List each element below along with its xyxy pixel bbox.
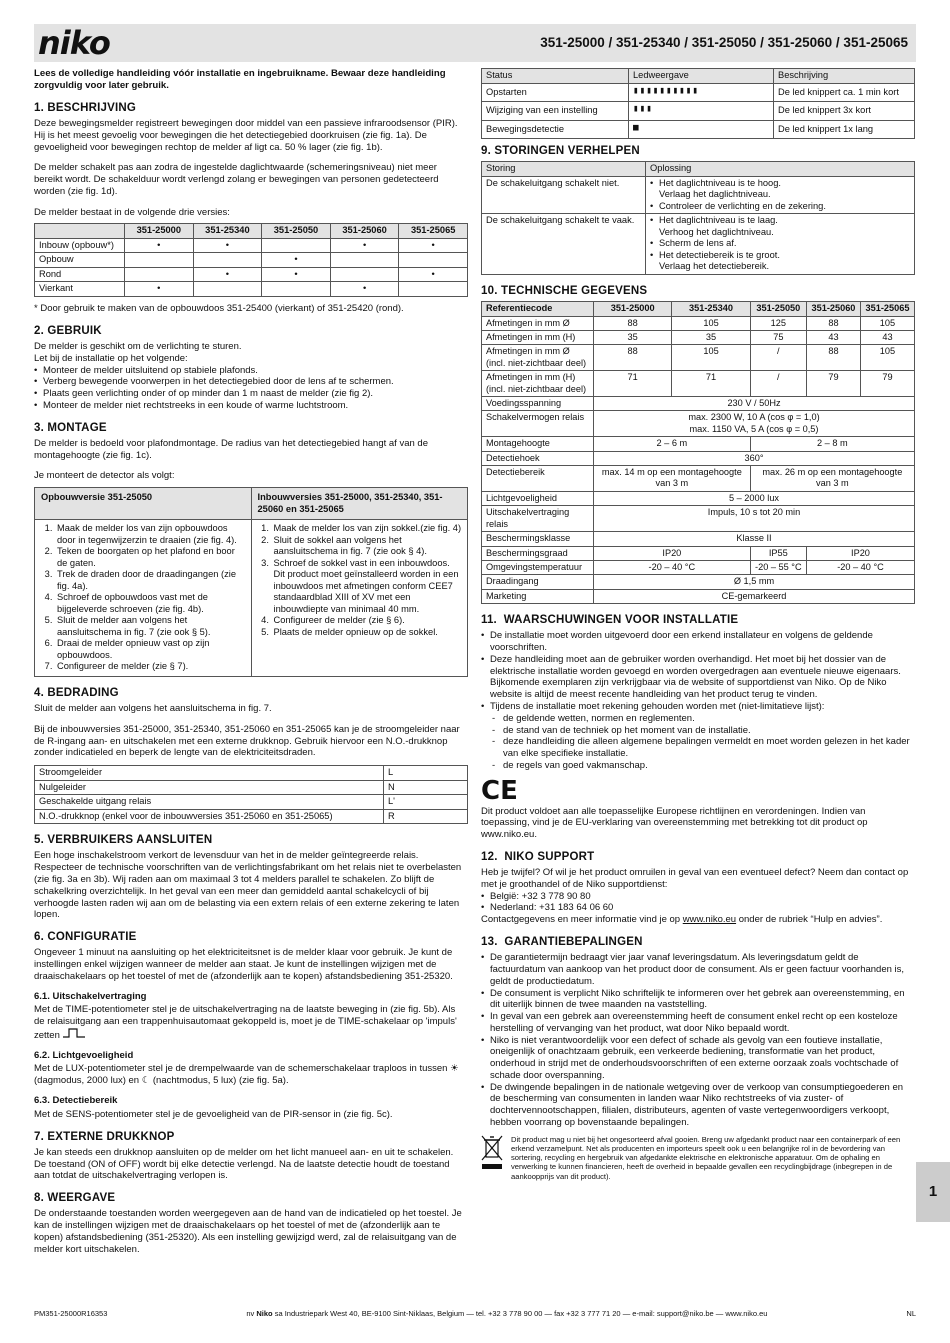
list-item: • Monteer de melder uitsluitend op stabiele plafonds.	[34, 365, 468, 377]
list-item: • Plaats geen verlichting onder of op minder dan 1 m naast de melder (zie fig 2).	[34, 388, 468, 400]
paragraph: Dit product voldoet aan alle toepasselijke Europese richtlijnen en verordeningen. Indien van toepassing, vind je de EU-verklaring van overeenstemming met betrekking tot dit product op www.niko.eu.	[481, 805, 868, 841]
left-column	[34, 68, 468, 1255]
footnote: * Door gebruik te maken van de opbouwdoos 351-25400 (vierkant) of 351-25420 (rond).	[34, 302, 404, 314]
section-title: 6. CONFIGURATIE	[34, 931, 137, 944]
right-column	[481, 68, 915, 1181]
table-row: Detectiebereik max. 14 m op een montagehoogte van 3 m max. 26 m op een montagehoogte van 3 m	[482, 466, 915, 492]
weee-notice: Dit product mag u niet bij het ongesorteerd afval gooien. Breng uw afgedankt product naar een containerpark of een erkend verzamelpunt. Net als producenten en importeurs speelt ook u een belangrijke rol in de bevordering van sortering, recycling en hergebruik van afgedankte elektrische en elektronische apparatuur. Om de ophaling en verwerking te kunnen financieren, heeft de overheid in bepaalde gevallen een recyclingbijdrage (inbegrepen in de aankoopprijs van dit product).	[481, 1135, 915, 1181]
table-row: Schakelvermogen relais max. 2300 W, 10 A (cos φ = 1,0) max. 1150 VA, 5 A (cos φ = 0,5)	[482, 411, 915, 437]
table-row: Vierkant • •	[35, 282, 468, 297]
table-header: Storing	[482, 162, 646, 177]
list-item: 6. Draai de melder opnieuw vast op zijn opbouwdoos.	[55, 638, 247, 661]
paragraph: Contactgegevens en meer informatie vind je op www.niko.eu onder de rubriek “Hulp en advies”.	[481, 914, 883, 926]
table-row: Rond • • •	[35, 267, 468, 282]
steps-list	[55, 523, 247, 673]
section-title: 2. GEBRUIK	[34, 324, 102, 337]
table-row: Afmetingen in mm (H) 35 35 75 43 43	[482, 331, 915, 345]
list-item: 3. Trek de draden door de draadingangen (zie fig. 4a).	[55, 569, 247, 592]
list-item: • Nederland: +31 183 64 06 60	[481, 902, 915, 914]
paragraph: Ongeveer 1 minuut na aansluiting op het elektriciteitsnet is de melder klaar voor gebruik. Je kunt de instellingen enkel wijzigen wanneer de melder aan staat. Je kunt de instellingen wijzigen met de draaischakelaars op het toestel of met de (afzonderlijk aan te kopen) afstandsbediening 351-25320.	[34, 947, 453, 982]
led-pattern: ▮▮▮▮▮▮▮▮▮▮	[629, 83, 774, 102]
table-row: Draadingang Ø 1,5 mm	[482, 575, 915, 589]
paragraph: Bij de inbouwversies 351-25000, 351-25340, 351-25060 en 351-25065 kan je de stroomgeleider naar de R-ingang aan- en uitschakelen met een externe drukknop. Gebruik hiervoor een N.O.-drukknop zonder indicatieled en beperk de lengte van de elektriciteitsdraden.	[34, 723, 460, 759]
tech-table: Referentiecode 351-25000 351-25340 351-25050 351-25060 351-25065 Afmetingen in mm Ø 88 105 125 88 105 Afmetingen in mm (H) 35 35 75 43 43 Afmetingen in mm Ø (incl. niet-zichtbaar deel) 88 105 / 88 105 Afmetingen in mm (H) (incl. niet-zichtbaar deel) 71 71 / 79 79 Voedingsspanning 230 V / 50Hz Schakelvermogen relais max. 2300 W, 10 A (cos φ = 1,0) max. 1150 VA, 5 A (cos φ = 0,5) Montagehoogte 2 – 6 m 2 – 8 m Detectiehoek 360° Detectiebereik max. 14 m op een montagehoogte van 3 m max. 26 m op een montagehoogte van 3 m Lichtgevoeligheid 5 – 2000 lux Uitschakelvertraging relais Impuls, 10 s tot 20 min Beschermingsklasse Klasse II Beschermingsgraad IP20 IP55 IP20 Omgevingstemperatuur -20 – 40 °C -20 – 55 °C -20 – 40 °C Draadingang Ø 1,5 mm Marketing CE-gemarkeerd	[481, 301, 915, 604]
list-item: 5. Plaats de melder opnieuw op de sokkel.	[272, 627, 464, 639]
table-row: Stroomgeleider L	[35, 766, 468, 781]
table-row: Opstarten ▮▮▮▮▮▮▮▮▮▮ De led knippert ca. 1 min kort	[482, 83, 915, 102]
language-code: NL	[906, 1309, 916, 1318]
list-item: • Niko is niet verantwoordelijk voor een defect of schade als gevolg van een foutieve installatie, oneigenlijk of onachtzaam gebruik, een verkeerde bediening, transformatie van het product, onderhoud in strijd met de onderhoudsvoorschriften of een externe oorzaak zoals vochtschade of schade door overspanning.	[481, 1035, 915, 1082]
paragraph: De melder is geschikt om de verlichting te sturen.	[34, 340, 242, 352]
table-header: Status	[482, 69, 629, 84]
section-title: 4. BEDRADING	[34, 686, 119, 699]
subsection-title: 6.1. Uitschakelvertraging	[34, 990, 147, 1002]
list-item: • De installatie moet worden uitgevoerd door een erkend installateur en volgens de geldende voorschriften.	[481, 630, 915, 654]
led-pattern: ▮▮▮	[629, 102, 774, 121]
steps-list	[272, 523, 464, 638]
paragraph: Heb je twijfel? Of wil je het product omruilen in geval van een eventueel defect? Neem dan contact op met je groothandel of de Niko supportdienst:	[481, 867, 909, 890]
company-info: nv Niko sa Industriepark West 40, BE-9100 Sint-Niklaas, Belgium — tel. +32 3 778 90 00 — fax +32 3 777 71 20 — e-mail: support@niko.be — www.niko.eu	[246, 1309, 768, 1318]
status-table	[481, 68, 915, 139]
list-item: 2. Teken de boorgaten op het plafond en boor de gaten.	[55, 546, 247, 569]
table-row: Voedingsspanning 230 V / 50Hz	[482, 397, 915, 411]
table-row: Lichtgevoeligheid 5 – 2000 lux	[482, 491, 915, 505]
table-row: Opbouw •	[35, 253, 468, 268]
table-header: Beschrijving	[774, 69, 915, 84]
table-row: Montagehoogte 2 – 6 m 2 – 8 m	[482, 437, 915, 451]
versions-table	[34, 223, 468, 297]
table-header: Opbouwversie 351-25050	[35, 488, 252, 520]
footer	[34, 1309, 916, 1318]
paragraph: Je monteert de detector als volgt:	[34, 470, 175, 482]
list-item: • De dwingende bepalingen in de nationale wetgeving over de verkoop van consumptiegoederen en de bescherming van consumenten in landen waar Niko rechtstreeks of via zuster- of dochtervennootschappen, filialen, distributeurs, agenten of vaste vertegenwoordigers verkoopt, hebben voorrang op bovenstaande bepalingen.	[481, 1082, 915, 1129]
paragraph: Let bij de installatie op het volgende:	[34, 352, 188, 364]
table-row: De schakeluitgang schakelt niet. • Het daglichtniveau is te hoog. Verlaag het daglichtniveau. • Controleer de verlichting en de zekering.	[482, 176, 915, 214]
list-item: • België: +32 3 778 90 80	[481, 891, 915, 903]
list-item: • De consument is verplicht Niko schriftelijk te informeren over het gebrek aan overeenstemming, en dit uiterlijk binnen de twee maanden na vaststelling.	[481, 988, 915, 1012]
bullet-list	[34, 365, 468, 412]
list-item: 3. Schroef de sokkel vast in een inbouwdoos. Dit product moet geïnstalleerd worden in een inbouwdoos met afmetingen conform CEE7 standaardblad XIII of XV met een inbouwdiepte van minimaal 40 mm.	[272, 558, 464, 616]
list-item: • Deze handleiding moet aan de gebruiker worden overhandigd. Het moet bij het dossier van de elektrische installatie worden gevoegd en worden overgedragen aan eventuele nieuwe eigenaars. Bijkomende exemplaren zijn verkrijgbaar via de website of supportdienst van Niko. Op de Niko website is altijd de meest recente handleiding van het product terug te vinden.	[481, 654, 915, 701]
table-row: Wijziging van een instelling ▮▮▮ De led knippert 3x kort	[482, 102, 915, 121]
table-row: Bewegingsdetectie ■ De led knippert 1x lang	[482, 120, 915, 139]
section-title: 7. EXTERNE DRUKKNOP	[34, 1130, 175, 1143]
section-title: 3. MONTAGE	[34, 421, 107, 434]
list-item: 7. Configureer de melder (zie § 7).	[55, 661, 247, 673]
section-title: 9. STORINGEN VERHELPEN	[481, 145, 640, 158]
product-codes: 351-25000 / 351-25340 / 351-25050 / 351-25060 / 351-25065	[540, 35, 908, 50]
document-code: PM351-25000R16353	[34, 1309, 108, 1318]
crossed-bin-icon	[481, 1135, 503, 1181]
intro-text: Lees de volledige handleiding vóór installatie en ingebruikname. Bewaar deze handleiding zorgvuldig voor later gebruik.	[34, 68, 446, 91]
paragraph: Met de LUX-potentiometer stel je de drempelwaarde van de schemerschakelaar traploos in tussen ☀ (dagmodus, 2000 lux) en ☾ (nachtmodus, 5 lux) (zie fig. 5a).	[34, 1063, 459, 1087]
list-item: • Verberg bewegende voorwerpen in het detectiegebied door de lens af te schermen.	[34, 376, 468, 388]
table-row: Afmetingen in mm Ø 88 105 125 88 105	[482, 316, 915, 330]
wiring-table	[34, 765, 468, 824]
table-header: 351-25000	[125, 224, 194, 239]
list-item: 2. Sluit de sokkel aan volgens het aansluitschema in fig. 7 (zie ook § 4).	[272, 535, 464, 558]
section-title: 11. WAARSCHUWINGEN VOOR INSTALLATIE	[481, 614, 739, 627]
table-row: Omgevingstemperatuur -20 – 40 °C -20 – 55 °C -20 – 40 °C	[482, 560, 915, 574]
table-header: Ledweergave	[629, 69, 774, 84]
table-row: De schakeluitgang schakelt te vaak. • Het daglichtniveau is te laag. Verhoog het daglichtniveau. • Scherm de lens af. • Het detectiebereik is te groot. Verlaag het detectiebereik.	[482, 214, 915, 275]
paragraph: De melder bestaat in de volgende drie versies:	[34, 206, 230, 218]
table-row: Geschakelde uitgang relais L'	[35, 795, 468, 810]
list-item: • In geval van een gebrek aan overeenstemming heeft de consument enkel recht op een kosteloze herstelling of vervanging van het product, wat door Niko bepaald wordt.	[481, 1011, 915, 1035]
led-pattern: ■	[629, 120, 774, 139]
table-row: Nulgeleider N	[35, 780, 468, 795]
list-item: • Tijdens de installatie moet rekening gehouden worden met (niet-limitatieve lijst): - de geldende wetten, normen en reglementen. - de stand van de techniek op het moment van de installatie. - deze handleiding die alleen algemene bepalingen vermeldt en moet worden gelezen in het kader van elke specifieke installatie. - de regels van goed vakmanschap.	[481, 701, 915, 772]
table-row: Uitschakelvertraging relais Impuls, 10 s tot 20 min	[482, 506, 915, 532]
paragraph: Je kan steeds een drukknop aansluiten op de melder om het licht manueel aan- en uit te schakelen. De toestand (ON of OFF) wordt bij elke detectie verlengd. Na de laatste detectie houdt de toestand aan totdat de uitschakelvertraging verlopen is.	[34, 1146, 454, 1182]
section-title: 1. BESCHRIJVING	[34, 101, 137, 114]
section-title: 13. GARANTIEBEPALINGEN	[481, 935, 643, 948]
section-title: 12. NIKO SUPPORT	[481, 850, 595, 863]
bullet-list	[481, 891, 915, 915]
list-item: • Monteer de melder niet rechtstreeks in een koude of warme luchtstroom.	[34, 400, 468, 412]
paragraph: De melder is bedoeld voor plafondmontage. De radius van het detectiegebied hangt af van de montagehoogte (zie fig. 1c).	[34, 437, 428, 461]
montage-table	[34, 487, 468, 677]
bullet-list	[481, 952, 915, 1128]
table-header: Oplossing	[646, 162, 915, 177]
table-header: 351-25065	[399, 224, 468, 239]
bullet-list	[481, 630, 915, 771]
table-header: 351-25340	[193, 224, 262, 239]
table-row: Afmetingen in mm Ø (incl. niet-zichtbaar deel) 88 105 / 88 105	[482, 345, 915, 371]
table-header: 351-25050	[262, 224, 331, 239]
paragraph: Een hoge inschakelstroom verkort de levensduur van het in de melder geïntegreerde relais. Respecteer de technische voorschriften van de verlichtingsfabrikant om het relais niet te overbelasten (zie fig. 3a en 3b). Wij raden aan om maximaal 3 tot 4 melders parallel te schakelen. Zo blijft de schakelkring overzichtelijk. In het geval van een meer dan gemiddeld aantal schakelcycli of bij verhoogde lasten raden wij aan om de belasting via een extern relais of een externe zekering te laten lopen.	[34, 850, 462, 921]
list-item: 5. Sluit de melder aan volgens het aansluitschema in fig. 7 (zie ook § 5).	[55, 615, 247, 638]
list-item: 4. Configureer de melder (zie § 6).	[272, 615, 464, 627]
troubleshoot-table	[481, 161, 915, 275]
paragraph: Sluit de melder aan volgens het aansluitschema in fig. 7.	[34, 703, 272, 715]
section-title: 8. WEERGAVE	[34, 1192, 116, 1205]
table-row: N.O.-drukknop (enkel voor de inbouwversies 351-25060 en 351-25065) R	[35, 809, 468, 824]
section-title: 10. TECHNISCHE GEGEVENS	[481, 284, 648, 297]
list-item: 1. Maak de melder los van zijn opbouwdoos door in tegenwijzerzin te draaien (zie fig. 4).	[55, 523, 247, 546]
table-header	[35, 224, 125, 239]
paragraph: De onderstaande toestanden worden weergegeven aan de hand van de indicatieled op het toestel. Je kan de instellingen wijzigen met de draaischakelaars op het toestel of met de (afzonderlijk aan te kopen) afstandsbediening (351-25320). Als een instelling gewijzigd werd, zal de relaisuitgang van de melder kort uitschakelen.	[34, 1208, 462, 1255]
header-bar	[34, 24, 916, 62]
paragraph: Deze bewegingsmelder registreert bewegingen door middel van een passieve infraroodsensor (PIR). Hij is het meest gevoelig voor bewegingen die het detectiegebied doorkruisen (zie fig. 1a). De gevoeligheid voor bewegingen rechtop de melder af ligt ca. 50 % lager (zie fig. 1b).	[34, 118, 458, 153]
subsection-title: 6.2. Lichtgevoeligheid	[34, 1049, 134, 1061]
list-item: 1. Maak de melder los van zijn sokkel.(zie fig. 4)	[272, 523, 464, 535]
page-tab: 1	[916, 1162, 950, 1222]
ce-mark-icon: CE	[481, 775, 518, 806]
subsection-title: 6.3. Detectiebereik	[34, 1094, 118, 1106]
paragraph: Met de SENS-potentiometer stel je de gevoeligheid van de PIR-sensor in (zie fig. 5c).	[34, 1108, 393, 1120]
niko-website-link[interactable]: www.niko.eu	[682, 914, 737, 926]
table-header: Inbouwversies 351-25000, 351-25340, 351-25060 en 351-25065	[251, 488, 468, 520]
list-item: • De garantietermijn bedraagt vier jaar vanaf leveringsdatum. Als leveringsdatum geldt de factuurdatum van aankoop van het product door de consument. Als er geen factuur voorhanden is, geldt de productiedatum.	[481, 952, 915, 987]
table-row: Detectiehoek 360°	[482, 451, 915, 465]
table-row: Afmetingen in mm (H) (incl. niet-zichtbaar deel) 71 71 / 79 79	[482, 371, 915, 397]
table-row: Beschermingsklasse Klasse II	[482, 532, 915, 546]
table-row: Inbouw (opbouw*) • • • •	[35, 238, 468, 253]
list-item: 4. Schroef de opbouwdoos vast met de bijgeleverde schroeven (zie fig. 4b).	[55, 592, 247, 615]
section-title: 5. VERBRUIKERS AANSLUITEN	[34, 834, 213, 847]
table-header: 351-25060	[330, 224, 399, 239]
niko-logo: niko	[38, 24, 110, 62]
table-row: Beschermingsgraad IP20 IP55 IP20	[482, 546, 915, 560]
pulse-icon	[63, 1028, 85, 1038]
table-row: Marketing CE-gemarkeerd	[482, 589, 915, 603]
paragraph: De melder schakelt pas aan zodra de ingestelde daglichtwaarde (schemeringsniveau) niet meer bereikt wordt. De schakelduur wordt verlengd zolang er bewegingen van personen gedetecteerd worden (zie fig. 1d).	[34, 162, 439, 197]
paragraph: Met de TIME-potentiometer stel je de uitschakelvertraging na de laatste beweging in (zie fig. 5b). Als de relaisuitgang aan een trappenhuisautomaat gekoppeld is, moet je de TIME-schakelaar op 'impuls' zetten	[34, 1004, 457, 1041]
